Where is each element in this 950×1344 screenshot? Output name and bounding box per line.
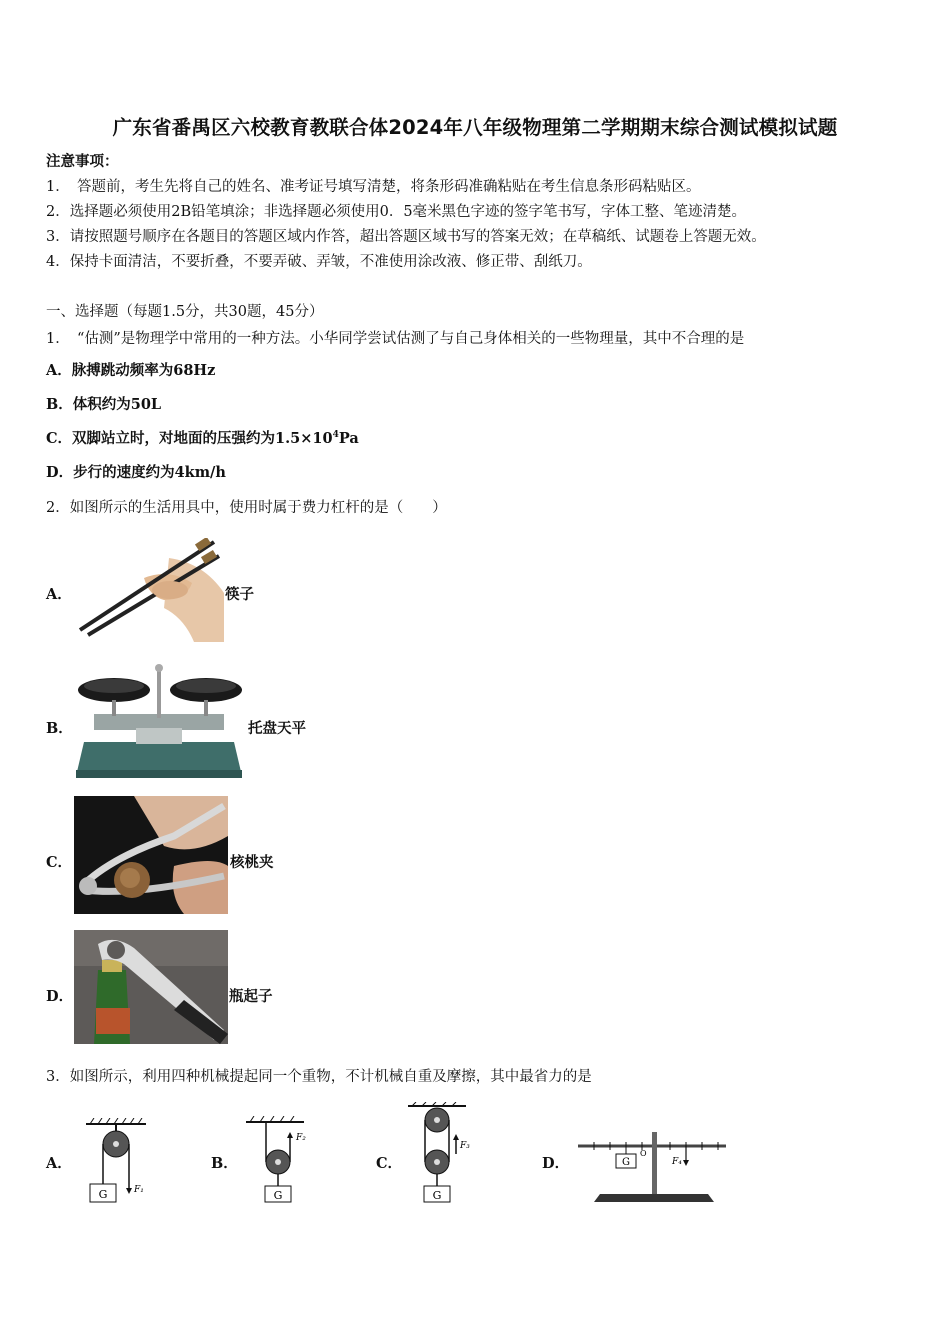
bottle-opener-photo [74,930,228,1044]
notice-item: 1． 答题前，考生先将自己的姓名、准考证号填写清楚，将条形码准确粘贴在考生信息条形码粘贴区。 [46,179,701,195]
question-2-option-a-caption: 筷子 [225,586,254,603]
question-2-stem: 2．如图所示的生活用具中，使用时属于费力杠杆的是（ ） [46,500,447,516]
question-2-option-c-caption: 核桃夹 [230,854,274,871]
page-title: 广东省番禺区六校教育教联合体2024年八年级物理第二学期期末综合测试模拟试题 [112,116,838,139]
fixed-pulley-diagram [84,1118,154,1208]
pivot-label: O [640,1149,647,1158]
weight-label: G [98,1188,108,1201]
force-label-f3: F₃ [460,1141,470,1151]
force-label-f2: F₂ [296,1133,306,1143]
question-2-option-d-letter: D． [46,988,74,1005]
question-2-option-d-caption: 瓶起子 [229,988,273,1005]
question-1-option-c: C．双脚站立时，对地面的压强约为$1.5\times 10^4Pa$ [46,430,359,447]
question-1-option-b: B．体积约为50L [46,396,162,413]
notice-item: 3．请按照题号顺序在各题目的答题区域内作答，超出答题区域书写的答案无效；在草稿纸、试题卷上答题无效。 [46,229,766,245]
notice-heading: 注意事项： [46,153,119,170]
question-3-option-d-letter: D． [542,1155,570,1172]
question-3-option-a-letter: A． [46,1155,72,1172]
question-3-option-b-letter: B． [211,1155,238,1172]
balance-scale-photo [74,662,244,780]
force-label-f1: F₁ [134,1185,144,1195]
question-2-option-b-letter: B． [46,720,73,737]
pulley-block-diagram [404,1102,484,1206]
notice-item: 4．保持卡面清洁，不要折叠，不要弄破、弄皱，不准使用涂改液、修正带、刮纸刀。 [46,254,592,270]
question-2-option-c-letter: C． [46,854,73,871]
movable-pulley-diagram [244,1116,324,1206]
question-1-option-a: A．脉搏跳动频率为68Hz [46,362,216,379]
lever-diagram [574,1128,730,1210]
notice-item: 2．选择题必须使用2B铅笔填涂；非选择题必须使用0．5毫米黑色字迹的签字笔书写，字体工整、笔迹清楚。 [46,204,747,220]
question-2-option-a-letter: A． [46,586,72,603]
question-1-stem: 1． “估测”是物理学中常用的一种方法。小华同学尝试估测了与自己身体相关的一些物理量，其中不合理的是 [46,331,745,347]
weight-label: G [432,1189,442,1202]
section-heading: 一、选择题（每题1.5分，共30题，45分） [46,304,324,320]
question-3-stem: 3．如图所示，利用四种机械提起同一个重物，不计机械自重及摩擦，其中最省力的是 [46,1069,592,1085]
force-label-f4: F₄ [672,1157,682,1167]
nutcracker-photo [74,796,228,914]
question-2-option-b-caption: 托盘天平 [248,720,306,737]
chopsticks-photo [74,538,224,642]
question-1-option-d: D．步行的速度约为4km/h [46,464,226,481]
question-3-option-c-letter: C． [376,1155,403,1172]
weight-label: G [622,1157,630,1168]
weight-label: G [273,1189,283,1202]
